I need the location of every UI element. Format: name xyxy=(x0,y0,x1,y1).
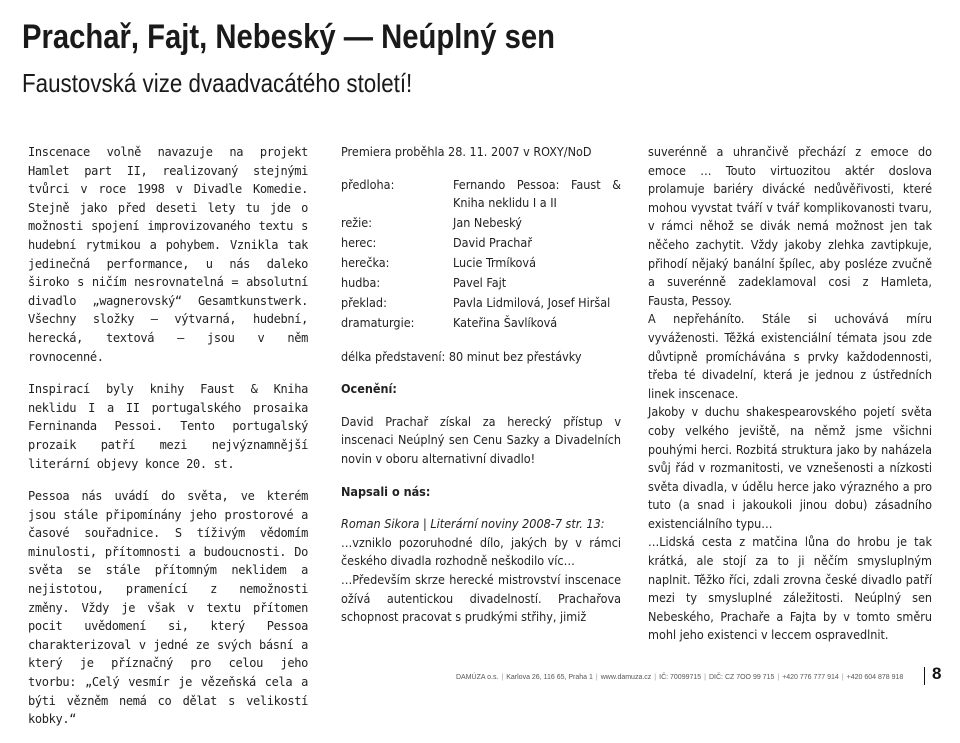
press-quote-2: …Především skrze herecké mistrovství inscenace ožívá autentickou divadelností. Prachařova schopnost pracovat s prudkými střihy, jimiž xyxy=(341,571,621,625)
credit-role: herečka: xyxy=(341,254,390,270)
footer-web-link[interactable]: www.damuza.cz xyxy=(600,674,652,681)
footer-org: DAMÚZA o.s. xyxy=(456,674,499,681)
column-credits xyxy=(341,143,621,627)
intro-paragraph-3: Pessoa nás uvádí do světa, ve kterém jsou stále připomínány jeho prostorové a časové souřadnice. S tíživým vědomím minulosti, přítomnosti a budoucnosti. Do světa se stále přítomným neklidem a nejistotou, pramenící z nemožnosti změny. Vždy je však v textu přítomen pocit uvědomení si, který Pessoa charakterizoval v jedné ze svých básní a který je příznačný pro celou jeho tvorbu: „Celý vesmír je vězeňská cela a býti vězněm nemá co dělat s velikostí kobky.“ xyxy=(28,489,308,727)
credits-table xyxy=(341,176,621,334)
credit-role: překlad: xyxy=(341,294,387,310)
column-review xyxy=(648,143,932,645)
press-heading: Napsali o nás: xyxy=(341,483,431,499)
page-number: 8 xyxy=(932,664,942,683)
credit-value: Pavla Lidmilová, Josef Hiršal xyxy=(453,294,611,310)
intro-paragraph-1: Inscenace volně navazuje na projekt Hamlet part II, realizovaný stejnými tvůrci v roce 1998 v Divadle Komedie. Stejně jako před deseti lety tu jde o možnosti spojení improvizovaného textu s hudební rytmikou a pohybem. Vznikla tak jedinečná performance, u nás daleko široko s ničím nesrovnatelná = absolutní divadlo „wagnerovský“ Gesamtkunstwerk. Všechny složky — výtvarná, hudební, herecká, textová — jsou v něm rovnocenné. xyxy=(28,145,308,364)
premiere-line: Premiera proběhla 28. 11. 2007 v ROXY/NoD xyxy=(341,144,592,159)
credit-role: předloha: xyxy=(341,176,395,192)
credit-role: hudba: xyxy=(341,274,381,290)
page-title: Prachař, Fajt, Nebeský — Neúplný sen xyxy=(22,18,556,56)
footer-address: Karlova 26, 116 65, Praha 1 xyxy=(506,674,593,681)
award-heading: Ocenění: xyxy=(341,381,397,397)
footer-dic: DIČ: CZ 7OO 99 715 xyxy=(709,674,775,681)
review-paragraph-2: A nepřeháníto. Stále si uchovává míru vyváženosti. Těžká existenciální témata jsou zde důvtipně promíchávána s prvky každodennosti, třeba té divadelní, která je jednou z ústředních linek inscenace. xyxy=(648,311,932,401)
credit-value: Pavel Fajt xyxy=(453,274,507,290)
footer-phone-1: +420 776 777 914 xyxy=(782,674,839,681)
credit-row xyxy=(341,294,621,314)
credit-row xyxy=(341,214,621,234)
review-paragraph-3: Jakoby v duchu shakespearovského pojetí světa coby velkého jeviště, na němž jsme všichni pouhými herci. Rozbitá struktura jako by naházela svůj řád v rozmanitosti, ve vznešenosti a nízkosti světa divadla, v údělu herce jako výrazného a pro tuto (a snad i jakoukoli jinou dobu) zásadního existenciálního typu… xyxy=(648,404,932,531)
credit-value: Kateřina Šavlíková xyxy=(453,314,558,330)
column-intro xyxy=(28,143,308,743)
credit-value: Fernando Pessoa: Faust & Kniha neklidu I a II xyxy=(453,176,621,210)
credit-row xyxy=(341,176,621,214)
page-number-divider xyxy=(924,667,925,685)
footer-contact: DAMÚZA o.s. | Karlova 26, 116 65, Praha 1 | www.damuza.cz | IČ: 70099715 | DIČ: CZ 7OO 99 715 | +420 776 777 914 | +420 604 878 918 xyxy=(456,674,904,681)
press-source: Roman Sikora | Literární noviny 2008-7 str. 13: xyxy=(341,516,605,532)
credit-value: David Prachař xyxy=(453,234,532,250)
footer-phone-2: +420 604 878 918 xyxy=(846,674,904,681)
credit-row xyxy=(341,234,621,254)
credit-value: Lucie Trmíková xyxy=(453,254,536,270)
review-paragraph-1: suverénně a uhrančivě přechází z emoce do emoce … Touto virtuozitou aktér doslova prolamuje bariéry divácké nedůvěřivosti, které mohou vyvstat tváří v tvář komplikovanosti tvaru, v rámci něhož se divák nemá možnost jen tak něčeho zachytit. Vždy jakoby zlehka zavtipkuje, přihodí nějaký banální špílec, aby posléze zvučně a suverénně zadeklamoval cosi z Hamleta, Fausta, Pessoy. xyxy=(648,144,932,308)
credit-role: dramaturgie: xyxy=(341,314,415,330)
award-text: David Prachař získal za herecký přístup v inscenaci Neúplný sen Cenu Sazky a Divadelních novin v oboru alternativní divadlo! xyxy=(341,413,621,466)
press-quote-1: …vzniklo pozoruhodné dílo, jakých by v rámci českého divadla rozhodně neškodilo víc… xyxy=(341,534,621,569)
credit-value: Jan Nebeský xyxy=(453,214,522,230)
credit-row xyxy=(341,274,621,294)
page-subtitle: Faustovská vize dvaadvacátého století! xyxy=(22,68,413,98)
footer-ic: IČ: 70099715 xyxy=(659,674,702,681)
credit-row xyxy=(341,314,621,334)
intro-paragraph-2: Inspirací byly knihy Faust & Kniha neklidu I a II portugalského prosaika Ferninanda Pessoi. Tento portugalský prozaik patří mezi nejvýznamnější literární objevy konce 20. st. xyxy=(28,382,308,471)
credit-role: herec: xyxy=(341,234,377,250)
review-paragraph-4: …Lidská cesta z matčina lůna do hrobu je tak krátká, ale stojí za to ji něčím smysluplným naplnit. Těžko říci, zdali zrovna české divadlo patří mezi ty smysluplné záležitosti. Neúplný sen Nebeského, Prachaře a Fajta by v tomto směru mohl jeho existenci v leccem ospravedlnit. xyxy=(648,534,932,643)
credit-row xyxy=(341,254,621,274)
duration-line: délka představení: 80 minut bez přestávky xyxy=(341,348,582,364)
credit-role: režie: xyxy=(341,214,373,230)
